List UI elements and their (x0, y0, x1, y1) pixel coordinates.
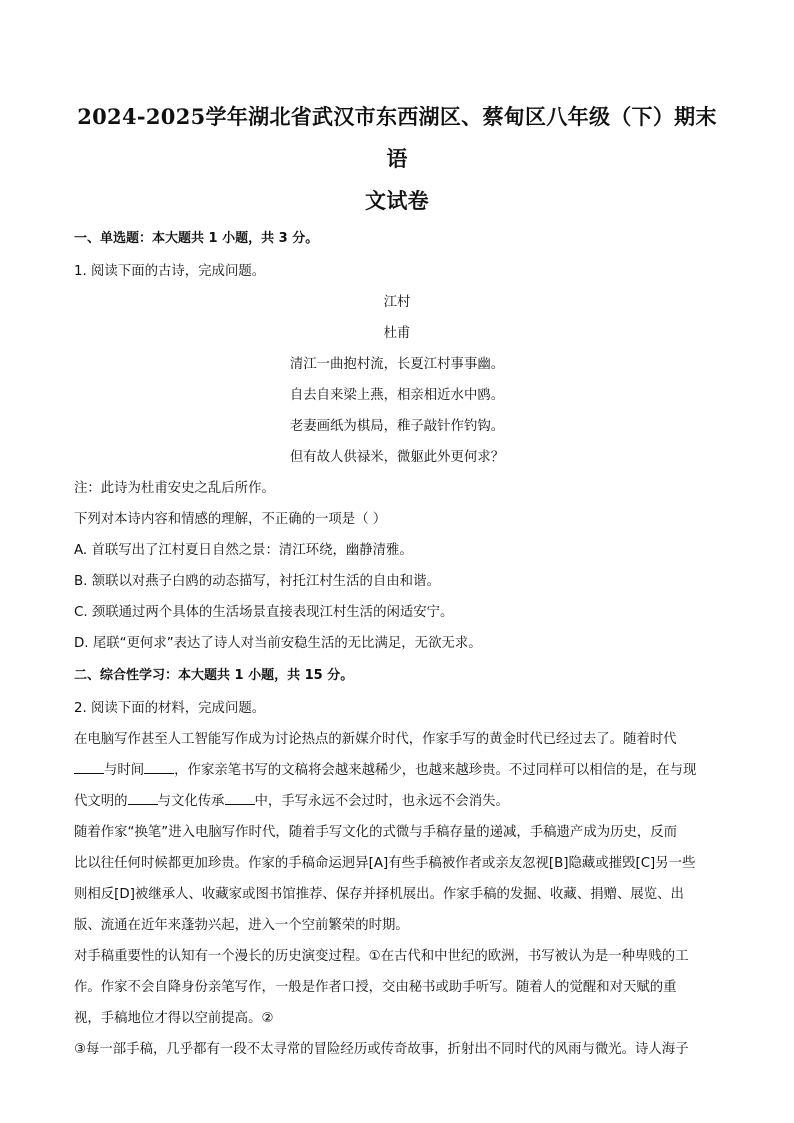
poem (74, 287, 720, 473)
section-heading-comprehensive: 二、综合性学习：本大题共 1 小题，共 15 分。 (74, 668, 354, 683)
option-c: C. 颈联通过两个具体的生活场景直接表现江村生活的闲适安宁。 (74, 605, 454, 620)
poem-author: 杜甫 (383, 326, 411, 341)
fill-blank (74, 759, 104, 774)
question-1-prompt: 下列对本诗内容和情感的理解，不正确的一项是（ ） (74, 512, 387, 527)
option-b: B. 颔联以对燕子白鸥的动态描写，衬托江村生活的自由和谐。 (74, 574, 440, 589)
poem-line: 自去自来梁上燕，相亲相近水中鸥。 (289, 388, 505, 403)
exam-title-line2: 文试卷 (365, 188, 429, 213)
material-paragraph-4: ③每一部手稿，几乎都有一段不太寻常的冒险经历或传奇故事，折射出不同时代的风雨与微光。诗人海子 (74, 1042, 689, 1057)
option-a: A. 首联写出了江村夏日自然之景：清江环绕，幽静清雅。 (74, 543, 413, 558)
option-d: D. 尾联“更何求”表达了诗人对当前安稳生活的无比满足，无欲无求。 (74, 636, 482, 651)
material-paragraph-2: 随着作家“换笔”进入电脑写作时代，随着手写文化的式微与手稿存量的递减，手稿遗产成为历史，反而 比以往任何时候都更加珍贵。作家的手稿命运迥异[A]有些手稿被作者或亲友忽视[B]隐藏或摧毁[C]另一些 则相反[D]被继承人、收藏家或图书馆推荐、保存并择机展出。作家手稿的发掘、收藏、捐赠、展览、出 版、流通在近年来蓬勃兴起，进入一个空前繁荣的时期。 (74, 825, 696, 933)
fill-blank (225, 790, 255, 805)
question-2-stem: 2. 阅读下面的材料，完成问题。 (74, 701, 266, 716)
material-paragraph-1: 在电脑写作甚至人工智能写作成为讨论热点的新媒介时代，作家手写的黄金时代已经过去了。随着时代 与时间 ，作家亲笔书写的文稿将会越来越稀少，也越来越珍贵。不过同样可以相信的是，在与现 代文明的 与文化传承 中，手写永远不会过时，也永远不会消失。 (74, 732, 697, 809)
exam-title (74, 0, 720, 222)
poem-note: 注：此诗为杜甫安史之乱后所作。 (74, 481, 275, 496)
fill-blank (128, 790, 158, 805)
poem-title: 江村 (383, 295, 411, 310)
fill-blank (144, 759, 174, 774)
poem-line: 老妻画纸为棋局，稚子敲针作钓钩。 (289, 419, 505, 434)
exam-title-line1: 2024-2025学年湖北省武汉市东西湖区、蔡甸区八年级（下）期末语 (77, 104, 717, 171)
section-heading-single-choice: 一、单选题：本大题共 1 小题，共 3 分。 (74, 231, 319, 246)
poem-line: 清江一曲抱村流，长夏江村事事幽。 (289, 357, 505, 372)
question-1-stem: 1. 阅读下面的古诗，完成问题。 (74, 264, 266, 279)
poem-line: 但有故人供禄米，微躯此外更何求？ (289, 450, 505, 465)
material-paragraph-3: 对手稿重要性的认知有一个漫长的历史演变过程。①在古代和中世纪的欧洲，书写被认为是一种卑贱的工 作。作家不会自降身份亲笔写作，一般是作者口授，交由秘书或助手听写。随着人的觉醒和对天赋的重 视，手稿地位才得以空前提高。② (74, 949, 689, 1026)
